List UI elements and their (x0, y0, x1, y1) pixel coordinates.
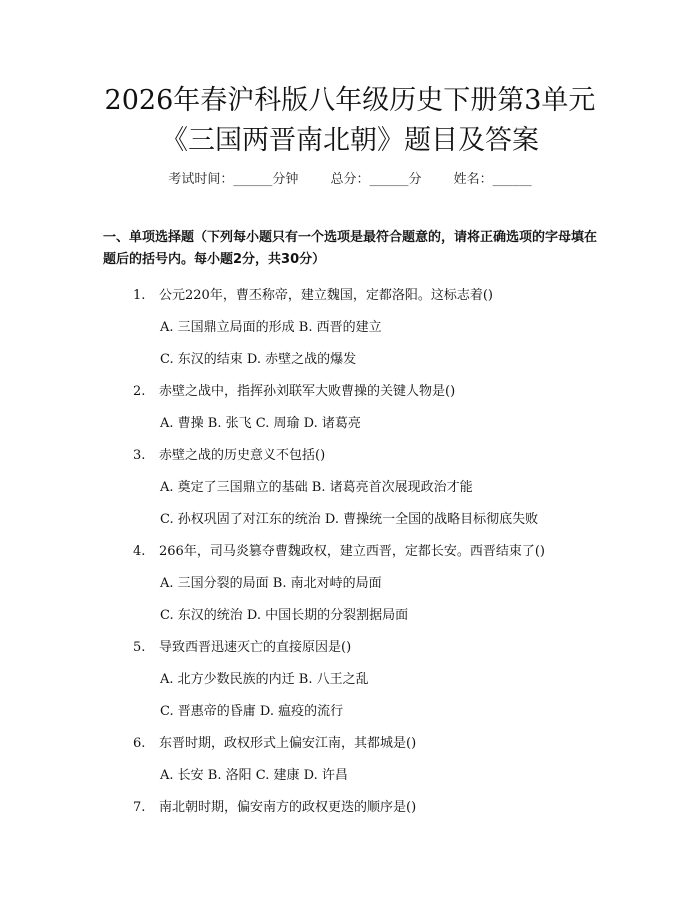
question-5 (133, 636, 351, 655)
question-number: 2. (133, 384, 146, 399)
question-5-options-row-2: C. 晋惠帝的昏庸 D. 瘟疫的流行 (160, 704, 344, 719)
exam-total-score: 总分：______分 (330, 172, 422, 187)
question-4 (133, 540, 545, 559)
section-heading: 一、单项选择题（下列每小题只有一个选项是最符合题意的，请将正确选项的字母填在题后的括号内。每小题2分，共30分） (103, 230, 598, 267)
question-4-options-row-2: C. 东汉的统治 D. 中国长期的分裂割据局面 (160, 608, 409, 623)
question-3-options-row-1: A. 奠定了三国鼎立的基础 B. 诸葛亮首次展现政治才能 (160, 480, 473, 495)
question-number: 3. (133, 448, 146, 463)
question-3 (133, 444, 325, 463)
question-1 (133, 284, 493, 303)
question-text: 公元220年，曹丕称帝，建立魏国，定都洛阳。这标志着() (159, 288, 493, 303)
question-2 (133, 380, 455, 399)
question-3-options-row-2: C. 孙权巩固了对江东的统治 D. 曹操统一全国的战略目标彻底失败 (160, 512, 539, 527)
exam-meta (0, 168, 700, 187)
question-number: 6. (133, 736, 146, 751)
question-text: 赤壁之战中，指挥孙刘联军大败曹操的关键人物是() (159, 384, 456, 399)
question-5-options-row-1: A. 北方少数民族的内迁 B. 八王之乱 (160, 672, 369, 687)
question-text: 导致西晋迅速灭亡的直接原因是() (159, 640, 352, 655)
question-text: 东晋时期，政权形式上偏安江南，其都城是() (159, 736, 417, 751)
question-1-options-row-2: C. 东汉的结束 D. 赤壁之战的爆发 (160, 352, 357, 367)
exam-time: 考试时间：______分钟 (168, 172, 299, 187)
question-number: 1. (133, 288, 146, 303)
question-4-options-row-1: A. 三国分裂的局面 B. 南北对峙的局面 (160, 576, 382, 591)
question-number: 5. (133, 640, 146, 655)
question-2-options-row-1: A. 曹操 B. 张飞 C. 周瑜 D. 诸葛亮 (160, 416, 361, 431)
question-1-options-row-1: A. 三国鼎立局面的形成 B. 西晋的建立 (160, 320, 382, 335)
question-number: 7. (133, 800, 146, 815)
question-text: 南北朝时期，偏安南方的政权更迭的顺序是() (159, 800, 417, 815)
question-6-options-row-1: A. 长安 B. 洛阳 C. 建康 D. 许昌 (160, 768, 348, 783)
exam-name-field: 姓名：______ (453, 172, 532, 187)
exam-title-line1: 2026年春沪科版八年级历史下册第3单元 (104, 85, 596, 116)
question-number: 4. (133, 544, 146, 559)
question-7 (133, 796, 416, 815)
question-text: 266年，司马炎篡夺曹魏政权，建立西晋，定都长安。西晋结束了() (159, 544, 545, 559)
question-6 (133, 732, 416, 751)
question-text: 赤壁之战的历史意义不包括() (159, 448, 326, 463)
exam-title-line2: 《三国两晋南北朝》题目及答案 (161, 125, 539, 156)
